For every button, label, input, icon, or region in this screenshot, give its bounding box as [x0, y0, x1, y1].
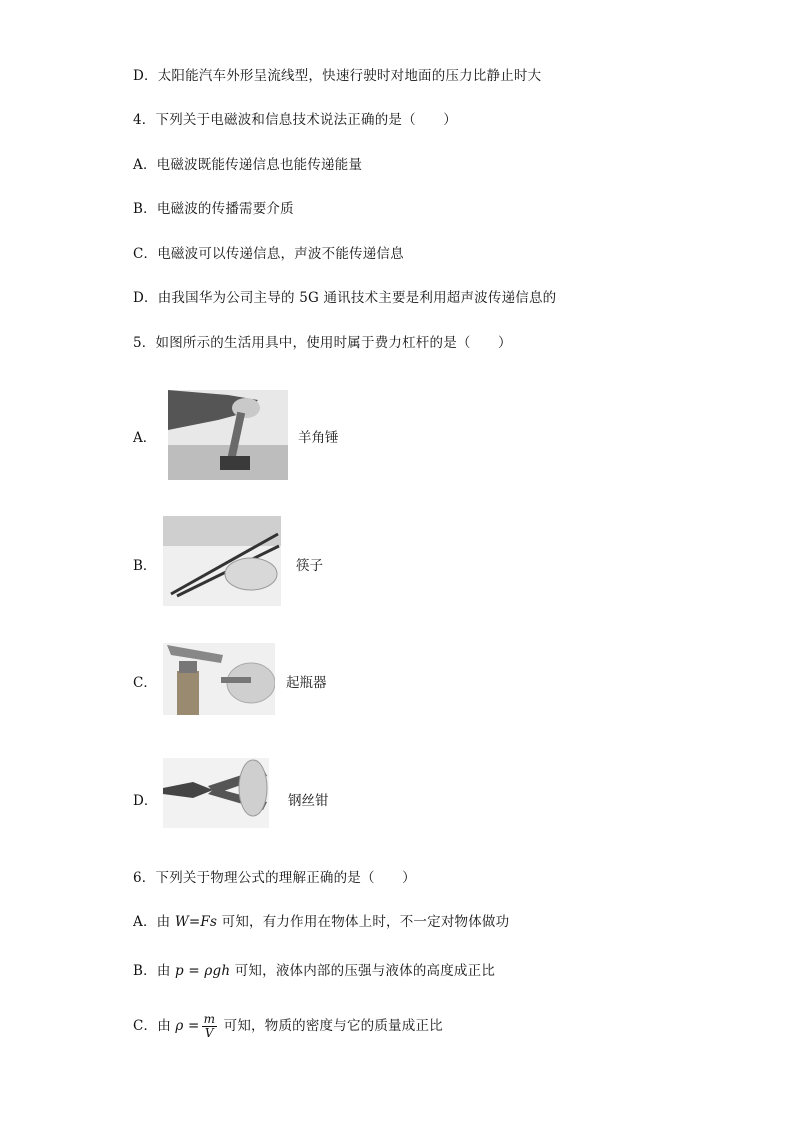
q5-option-b-caption: 筷子	[296, 558, 323, 574]
q6-b-suffix: 可知，液体内部的压强与液体的高度成正比	[230, 963, 496, 979]
bottle-opener-photo	[163, 643, 275, 715]
question-4: 4．下列关于电磁波和信息技术说法正确的是（ ）	[133, 112, 457, 128]
q4-option-d: D．由我国华为公司主导的 5G 通讯技术主要是利用超声波传递信息的	[133, 290, 557, 306]
q3-option-d: D．太阳能汽车外形呈流线型，快速行驶时对地面的压力比静止时大	[133, 68, 542, 84]
q6-a-suffix: 可知，有力作用在物体上时，不一定对物体做功	[217, 914, 510, 930]
q4-option-b: B．电磁波的传播需要介质	[133, 201, 294, 217]
q6-c-numerator: m	[203, 1012, 216, 1026]
q6-b-prefix: B．由	[133, 963, 176, 979]
q5-option-c-caption: 起瓶器	[286, 675, 327, 691]
q6-c-suffix: 可知，物质的密度与它的质量成正比	[219, 1018, 443, 1034]
q5-option-c-label: C．	[133, 675, 157, 691]
q5-option-a-label: A．	[133, 430, 157, 446]
q6-option-b	[133, 962, 495, 980]
question-5: 5．如图所示的生活用具中，使用时属于费力杠杆的是（ ）	[133, 335, 512, 351]
q6-a-prefix: A．由	[133, 914, 175, 930]
pliers-photo	[163, 758, 269, 828]
q6-c-fraction	[202, 1013, 218, 1040]
q6-c-denominator: V	[204, 1026, 214, 1040]
q4-option-a: A．电磁波既能传递信息也能传递能量	[133, 157, 363, 173]
q6-a-formula: W=Fs	[174, 914, 218, 930]
q6-b-formula: p = ρgh	[175, 963, 231, 979]
q5-option-d-label: D．	[133, 793, 158, 809]
chopsticks-photo	[163, 516, 281, 606]
q6-c-prefix: C．由	[133, 1018, 176, 1034]
q6-option-a	[133, 913, 509, 931]
q5-option-d-caption: 钢丝钳	[288, 793, 329, 809]
q5-option-b-label: B．	[133, 558, 157, 574]
q6-option-c	[133, 1011, 443, 1041]
hammer-photo	[168, 390, 288, 480]
q4-option-c: C．电磁波可以传递信息，声波不能传递信息	[133, 246, 404, 262]
q5-option-a-caption: 羊角锤	[298, 430, 339, 446]
question-6: 6．下列关于物理公式的理解正确的是（ ）	[133, 870, 416, 886]
q6-c-rho: ρ =	[175, 1018, 200, 1034]
